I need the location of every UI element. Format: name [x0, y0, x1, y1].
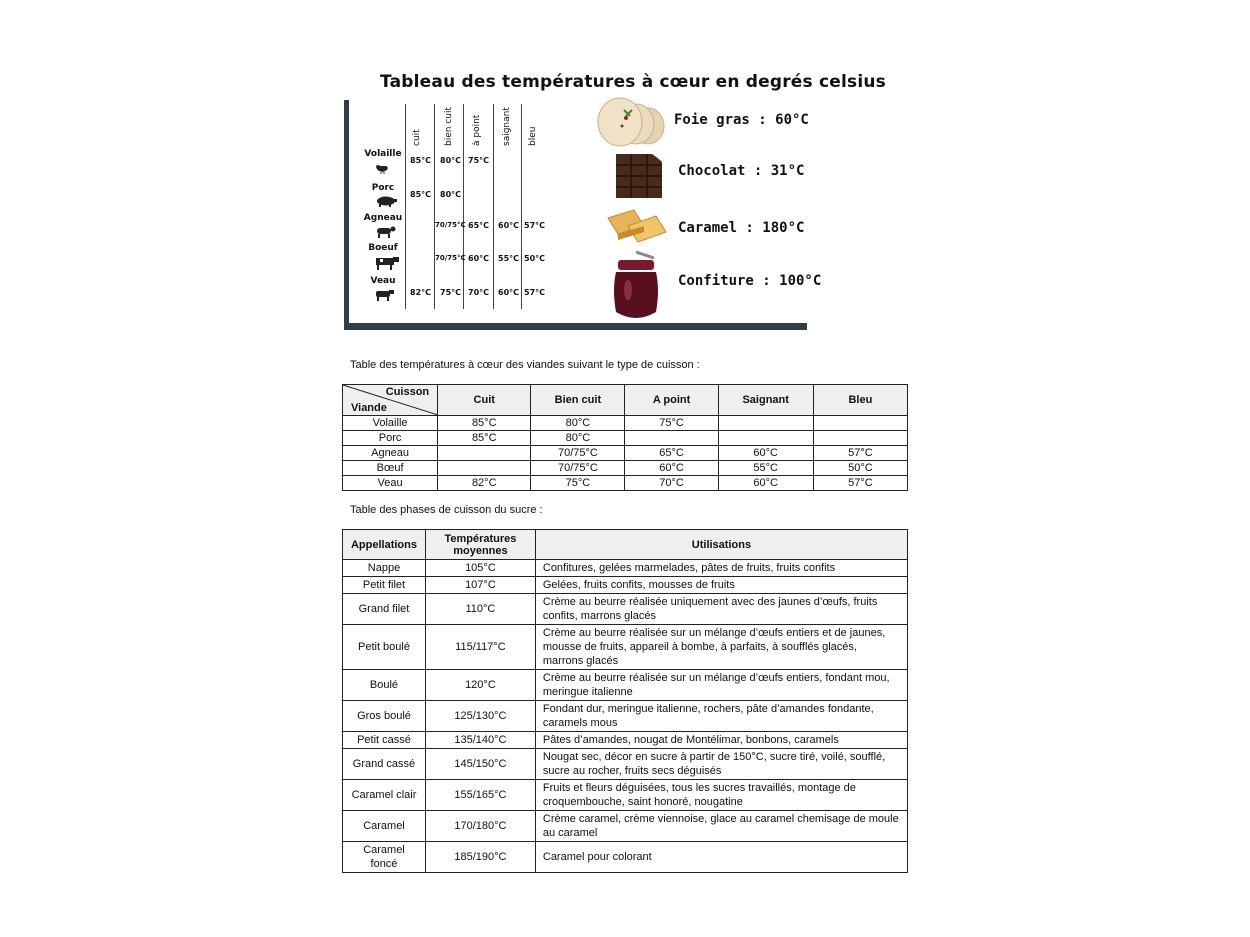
row-label: Porc	[343, 431, 438, 446]
table-cell	[718, 431, 813, 446]
table-row	[343, 732, 908, 749]
table-cell	[438, 461, 531, 476]
meat-table-caption: Table des températures à cœur des viandes suivant le type de cuisson :	[350, 359, 700, 371]
infographic-col-bleu: bleu	[528, 126, 538, 146]
usage-cell: Gelées, fruits confits, mousses de fruits	[535, 577, 907, 594]
infographic-cell: 75°C	[440, 288, 462, 297]
infographic-row-veau: Veau	[370, 276, 396, 286]
table-row	[343, 749, 908, 780]
table-cell: 70°C	[625, 476, 718, 491]
temperature-cell: 155/165°C	[425, 780, 535, 811]
infographic-cell: 55°C	[498, 254, 520, 263]
appellation-cell: Petit cassé	[343, 732, 426, 749]
temperature-cell: 125/130°C	[425, 701, 535, 732]
temperature-cell: 105°C	[425, 560, 535, 577]
pig-icon	[374, 195, 398, 207]
usage-cell: Pâtes d’amandes, nougat de Montélimar, bonbons, caramels	[535, 732, 907, 749]
infographic-cell: 82°C	[410, 288, 432, 297]
temperature-cell: 115/117°C	[425, 625, 535, 670]
chocolate-icon	[614, 152, 664, 200]
table-row	[343, 780, 908, 811]
meat-temperature-table	[342, 384, 908, 491]
table-cell	[813, 431, 907, 446]
usage-cell: Confitures, gelées marmelades, pâtes de fruits, fruits confits	[535, 560, 907, 577]
temperature-cell: 185/190°C	[425, 842, 535, 873]
infographic-cell: 85°C	[410, 190, 432, 199]
food-label-caramel: Caramel : 180°C	[678, 220, 805, 236]
table-cell: 60°C	[718, 446, 813, 461]
infographic-cell: 60°C	[468, 254, 490, 263]
appellation-cell: Petit filet	[343, 577, 426, 594]
column-header: Saignant	[718, 385, 813, 416]
temperature-cell: 145/150°C	[425, 749, 535, 780]
infographic-cell: 70/75°C	[435, 254, 466, 262]
column-divider	[493, 104, 494, 309]
appellation-cell: Caramel	[343, 811, 426, 842]
appellation-cell: Grand filet	[343, 594, 426, 625]
table-cell: 82°C	[438, 476, 531, 491]
column-divider	[405, 104, 406, 309]
sugar-table-caption: Table des phases de cuisson du sucre :	[350, 504, 543, 516]
table-cell: 50°C	[813, 461, 907, 476]
column-header: Utilisations	[535, 530, 907, 560]
column-header: A point	[625, 385, 718, 416]
usage-cell: Crème au beurre réalisée uniquement avec des jaunes d’œufs, fruits confits, marrons glacés	[535, 594, 907, 625]
temperature-cell: 107°C	[425, 577, 535, 594]
infographic-cell: 75°C	[468, 156, 490, 165]
infographic-cell: 57°C	[524, 288, 546, 297]
table-row	[343, 461, 908, 476]
infographic-cell: 60°C	[498, 288, 520, 297]
table-cell: 80°C	[531, 416, 625, 431]
infographic-cell: 50°C	[524, 254, 546, 263]
infographic-cell: 57°C	[524, 221, 546, 230]
table-cell: 70/75°C	[531, 446, 625, 461]
table-row	[343, 670, 908, 701]
table-cell: 75°C	[625, 416, 718, 431]
table-cell	[718, 416, 813, 431]
infographic-col-a-point: à point	[472, 114, 482, 146]
table-cell: 65°C	[625, 446, 718, 461]
infographic-col-saignant: saignant	[502, 107, 512, 146]
usage-cell: Fondant dur, meringue italienne, rochers, pâte d’amandes fondante, caramels mous	[535, 701, 907, 732]
appellation-cell: Petit boulé	[343, 625, 426, 670]
table-row	[343, 476, 908, 491]
corner-header-cell	[343, 385, 438, 416]
infographic-title: Tableau des températures à cœur en degrés celsius	[380, 72, 886, 92]
jam-jar-icon	[610, 250, 662, 324]
table-row	[343, 811, 908, 842]
infographic-cell: 70/75°C	[435, 221, 466, 229]
temperature-cell: 120°C	[425, 670, 535, 701]
lamb-icon	[374, 226, 396, 238]
temperature-cell: 170/180°C	[425, 811, 535, 842]
row-label: Agneau	[343, 446, 438, 461]
table-cell: 85°C	[438, 416, 531, 431]
table-cell: 57°C	[813, 446, 907, 461]
infographic-col-cuit: cuit	[412, 129, 422, 146]
appellation-cell: Caramel clair	[343, 780, 426, 811]
table-row	[343, 416, 908, 431]
appellation-cell: Grand cassé	[343, 749, 426, 780]
infographic-cell: 85°C	[410, 156, 432, 165]
infographic-cell: 80°C	[440, 156, 462, 165]
sugar-phases-table	[342, 529, 908, 873]
table-row	[343, 625, 908, 670]
temperature-cell: 135/140°C	[425, 732, 535, 749]
infographic-row-volaille: Volaille	[364, 149, 402, 159]
corner-header-cuisson: Cuisson	[385, 386, 430, 398]
table-row	[343, 560, 908, 577]
row-label: Veau	[343, 476, 438, 491]
row-label: Volaille	[343, 416, 438, 431]
column-divider	[434, 104, 435, 309]
row-label: Bœuf	[343, 461, 438, 476]
calf-icon	[374, 289, 396, 301]
chicken-icon	[374, 162, 390, 174]
infographic-cell: 80°C	[440, 190, 462, 199]
column-divider	[463, 104, 464, 309]
table-cell: 57°C	[813, 476, 907, 491]
column-header: Températures moyennes	[425, 530, 535, 560]
corner-header-viande: Viande	[351, 402, 387, 414]
appellation-cell: Gros boulé	[343, 701, 426, 732]
column-header: Bien cuit	[531, 385, 625, 416]
caramel-icon	[604, 206, 668, 246]
cow-icon	[374, 256, 400, 270]
infographic-cell: 65°C	[468, 221, 490, 230]
food-label-foie-gras: Foie gras : 60°C	[674, 112, 809, 128]
table-row	[343, 842, 908, 873]
temperature-cell: 110°C	[425, 594, 535, 625]
infographic-frame-bottom	[344, 323, 807, 330]
infographic-row-porc: Porc	[371, 183, 395, 193]
table-cell: 60°C	[718, 476, 813, 491]
table-cell: 80°C	[531, 431, 625, 446]
infographic-frame-left	[344, 100, 349, 330]
appellation-cell: Boulé	[343, 670, 426, 701]
usage-cell: Caramel pour colorant	[535, 842, 907, 873]
appellation-cell: Caramel foncé	[343, 842, 426, 873]
table-cell	[625, 431, 718, 446]
usage-cell: Crème au beurre réalisée sur un mélange d’œufs entiers et de jaunes, mousse de fruits, appareil à bombe, à parfaits, à soufflés glacés, marrons glacés	[535, 625, 907, 670]
usage-cell: Crème au beurre réalisée sur un mélange d’œufs entiers, fondant mou, meringue italienne	[535, 670, 907, 701]
table-cell: 55°C	[718, 461, 813, 476]
column-divider	[521, 104, 522, 309]
table-header-row	[343, 530, 908, 560]
usage-cell: Nougat sec, décor en sucre à partir de 150°C, sucre tiré, voilé, soufflé, sucre au rocher, fruits secs déguisés	[535, 749, 907, 780]
appellation-cell: Nappe	[343, 560, 426, 577]
infographic-row-boeuf: Boeuf	[368, 243, 398, 253]
infographic-row-agneau: Agneau	[363, 213, 403, 223]
table-cell	[438, 446, 531, 461]
table-row	[343, 431, 908, 446]
infographic-cell: 60°C	[498, 221, 520, 230]
column-header: Cuit	[438, 385, 531, 416]
table-row	[343, 446, 908, 461]
usage-cell: Fruits et fleurs déguisées, tous les sucres travaillés, montage de croquembouche, saint honoré, nougatine	[535, 780, 907, 811]
table-cell	[813, 416, 907, 431]
table-cell: 60°C	[625, 461, 718, 476]
column-header: Appellations	[343, 530, 426, 560]
food-label-confiture: Confiture : 100°C	[678, 273, 822, 289]
column-header: Bleu	[813, 385, 907, 416]
table-row	[343, 577, 908, 594]
infographic-cell: 70°C	[468, 288, 490, 297]
food-label-chocolat: Chocolat : 31°C	[678, 163, 805, 179]
table-cell: 75°C	[531, 476, 625, 491]
table-cell: 70/75°C	[531, 461, 625, 476]
infographic-col-bien-cuit: bien cuit	[444, 107, 454, 146]
foie-gras-icon	[596, 96, 668, 148]
usage-cell: Crème caramel, crème viennoise, glace au caramel chemisage de moule au caramel	[535, 811, 907, 842]
table-cell: 85°C	[438, 431, 531, 446]
table-row	[343, 594, 908, 625]
table-row	[343, 701, 908, 732]
table-header-row	[343, 385, 908, 416]
